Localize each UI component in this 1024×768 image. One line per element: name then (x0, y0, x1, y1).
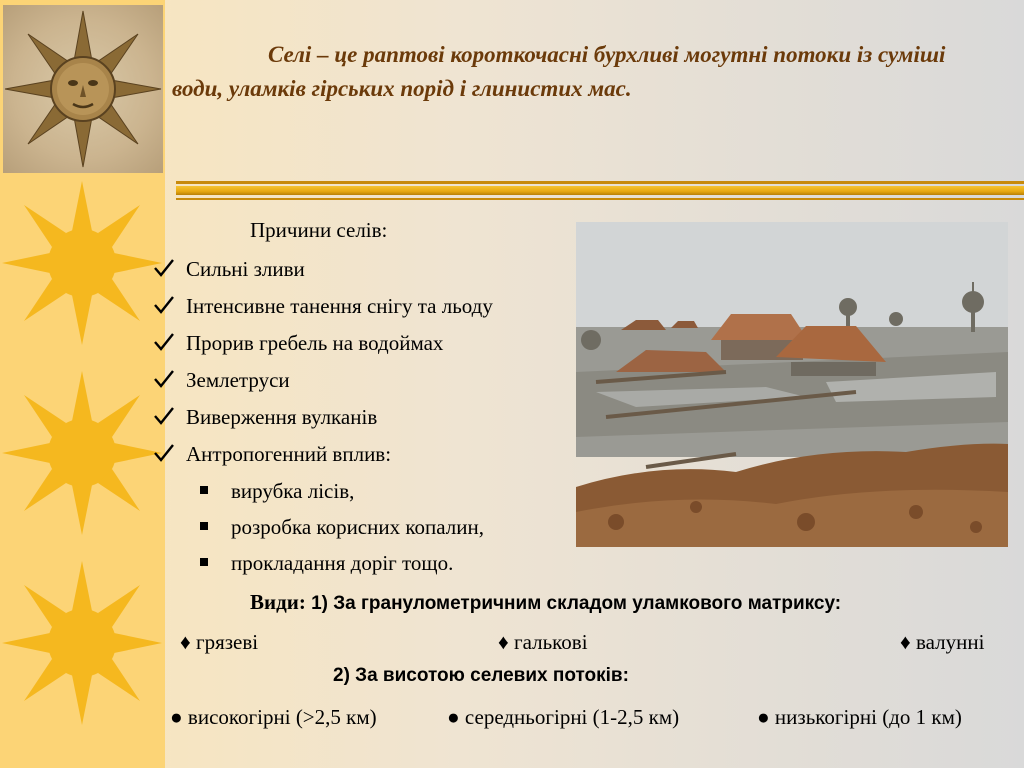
sun-face-tile (3, 5, 163, 173)
matrix-kind: ♦ галькові (498, 630, 588, 654)
sun-icon (2, 558, 162, 728)
cause-text: Інтенсивне танення снігу та льоду (186, 294, 493, 318)
checkmark-icon (152, 257, 176, 279)
sun-face-icon (3, 5, 163, 173)
checkmark-icon (152, 294, 176, 316)
checkmark-icon (152, 368, 176, 390)
cause-text: Прорив гребель на водоймах (186, 331, 444, 355)
height-kind: ● низькогірні (до 1 км) (757, 705, 962, 729)
sun-icon (2, 178, 162, 348)
mudflow-photo (576, 222, 1008, 547)
list-item (150, 289, 493, 326)
sub-item-text: розробка корисних копалин, (231, 515, 484, 539)
matrix-kind: ♦ грязеві (180, 630, 259, 654)
checkmark-icon (152, 442, 176, 464)
height-kind: ● високогірні (>2,5 км) (170, 705, 377, 729)
checkmark-icon (152, 331, 176, 353)
matrix-kind: ♦ валунні (900, 630, 985, 654)
slide-title: Селі – це раптові короткочасні бурхливі могутні потоки із суміші води, уламків гірських порід і глинистих мас. (172, 42, 946, 101)
checkmark-icon (152, 405, 176, 427)
list-item (150, 400, 493, 437)
types-line (250, 590, 841, 615)
list-item (198, 546, 484, 582)
anthropogenic-list (198, 474, 484, 582)
decorative-strip (0, 0, 165, 768)
list-item (198, 474, 484, 510)
cause-text: Антропогенний вплив: (186, 442, 392, 466)
gold-divider (176, 181, 1024, 203)
square-bullet-icon (200, 522, 208, 530)
cause-text: Сильні зливи (186, 257, 305, 281)
types-label: Види: (250, 590, 306, 614)
types-by-matrix: 1) За гранулометричним складом уламкового матриксу: (311, 593, 842, 614)
cause-text: Виверження вулканів (186, 405, 378, 429)
square-bullet-icon (200, 558, 208, 566)
list-item (150, 437, 493, 474)
list-item (150, 326, 493, 363)
sub-item-text: прокладання доріг тощо. (231, 551, 454, 575)
list-item (198, 510, 484, 546)
types-by-height: 2) За висотою селевих потоків: (333, 665, 629, 686)
cause-text: Землетруси (186, 368, 290, 392)
causes-heading: Причини селів: (250, 218, 388, 242)
sun-icon (2, 368, 162, 538)
height-kind: ● середньогірні (1-2,5 км) (447, 705, 680, 729)
list-item (150, 252, 493, 289)
square-bullet-icon (200, 486, 208, 494)
list-item (150, 363, 493, 400)
causes-list (150, 252, 493, 474)
sub-item-text: вирубка лісів, (231, 479, 355, 503)
